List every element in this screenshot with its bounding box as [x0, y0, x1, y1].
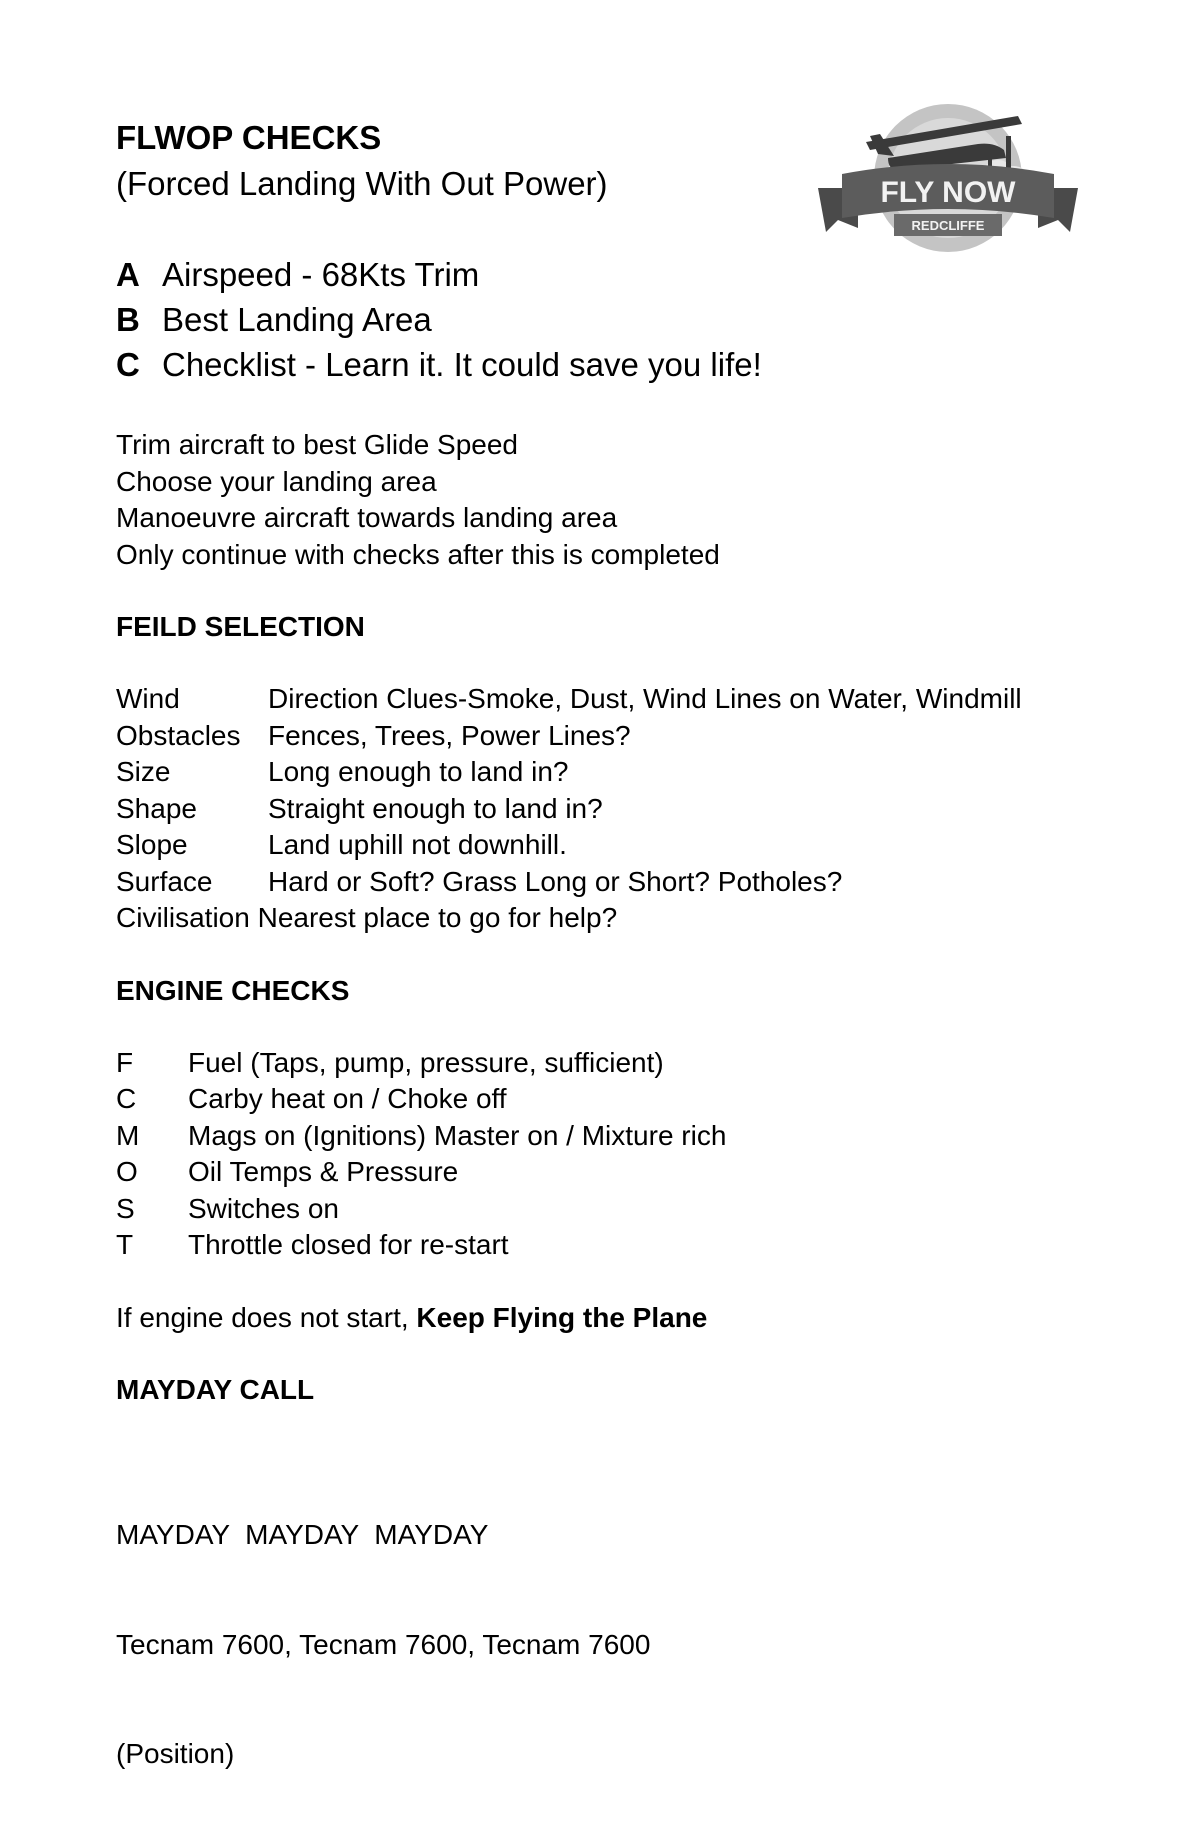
abc-list	[116, 252, 1116, 387]
mayday-line: MAYDAY MAYDAY MAYDAY	[116, 1519, 489, 1550]
engine-value: Oil Temps & Pressure	[188, 1156, 459, 1187]
engine-key: S	[116, 1192, 135, 1224]
restart-note	[116, 1300, 1116, 1337]
field-row-slope	[116, 827, 1116, 864]
field-key: Obstacles	[116, 719, 241, 751]
field-row-wind	[116, 681, 1116, 718]
mayday-line: (Position)	[116, 1738, 235, 1769]
engine-key: O	[116, 1156, 138, 1187]
field-key: Wind	[116, 683, 180, 714]
field-value: Long enough to land in?	[268, 756, 569, 787]
field-row-surface	[116, 864, 1116, 901]
field-value: Hard or Soft? Grass Long or Short? Potholes?	[268, 865, 843, 897]
abc-item-b	[116, 297, 1116, 342]
restart-note-emphasis: Keep Flying the Plane	[416, 1301, 708, 1333]
field-key: Civilisation	[116, 902, 250, 933]
engine-row-t	[116, 1227, 1116, 1264]
engine-checks-list	[116, 1045, 1116, 1264]
field-row-civilisation	[116, 900, 1116, 937]
intro-line: Choose your landing area	[116, 465, 437, 497]
field-value: Direction Clues-Smoke, Dust, Wind Lines on Water, Windmill	[268, 683, 1022, 714]
field-row-obstacles	[116, 718, 1116, 755]
engine-key: M	[116, 1119, 140, 1151]
field-value: Fences, Trees, Power Lines?	[268, 719, 631, 751]
engine-value: Mags on (Ignitions) Master on / Mixture rich	[188, 1119, 727, 1151]
engine-key: F	[116, 1046, 134, 1078]
engine-row-m	[116, 1118, 1116, 1155]
intro-line: Trim aircraft to best Glide Speed	[116, 429, 519, 460]
logo-subtext: REDCLIFFE	[911, 218, 985, 233]
engine-row-o	[116, 1154, 1116, 1191]
abc-text: Airspeed - 68Kts Trim	[162, 256, 480, 293]
engine-key: C	[116, 1083, 137, 1114]
field-key: Slope	[116, 829, 188, 860]
logo-text: FLY NOW	[880, 176, 1016, 209]
field-selection-heading: FEILD SELECTION	[116, 611, 365, 642]
page-title: FLWOP CHECKS	[116, 119, 382, 156]
engine-checks-heading: ENGINE CHECKS	[116, 974, 350, 1006]
engine-value: Carby heat on / Choke off	[188, 1083, 507, 1114]
field-value: Nearest place to go for help?	[257, 902, 618, 933]
page-subtitle: (Forced Landing With Out Power)	[116, 165, 608, 202]
mayday-heading: MAYDAY CALL	[116, 1374, 315, 1405]
mayday-line: Tecnam 7600, Tecnam 7600, Tecnam 7600	[116, 1628, 651, 1660]
abc-text: Checklist - Learn it. It could save you life!	[162, 346, 762, 383]
field-row-size	[116, 754, 1116, 791]
abc-text: Best Landing Area	[162, 301, 432, 338]
intro-instructions	[116, 427, 1116, 573]
intro-line: Only continue with checks after this is completed	[116, 538, 720, 570]
engine-key: T	[116, 1229, 134, 1260]
abc-letter: C	[116, 346, 140, 383]
abc-letter: A	[116, 256, 140, 293]
field-key: Shape	[116, 792, 197, 824]
engine-row-c	[116, 1081, 1116, 1118]
abc-item-c	[116, 342, 1116, 387]
field-selection-list	[116, 681, 1116, 937]
abc-item-a	[116, 252, 1116, 297]
abc-letter: B	[116, 301, 140, 338]
field-value: Land uphill not downhill.	[268, 829, 567, 860]
intro-line: Manoeuvre aircraft towards landing area	[116, 502, 618, 533]
engine-row-f	[116, 1045, 1116, 1082]
field-key: Size	[116, 756, 171, 787]
field-row-shape	[116, 791, 1116, 828]
document-body	[116, 118, 1116, 1846]
engine-value: Throttle closed for re-start	[188, 1229, 509, 1260]
engine-row-s	[116, 1191, 1116, 1228]
engine-value: Switches on	[188, 1192, 339, 1224]
restart-note-text: If engine does not start,	[116, 1301, 417, 1333]
engine-value: Fuel (Taps, pump, pressure, sufficient)	[188, 1046, 664, 1078]
field-value: Straight enough to land in?	[268, 792, 603, 824]
mayday-call	[116, 1444, 1116, 1846]
field-key: Surface	[116, 865, 213, 897]
